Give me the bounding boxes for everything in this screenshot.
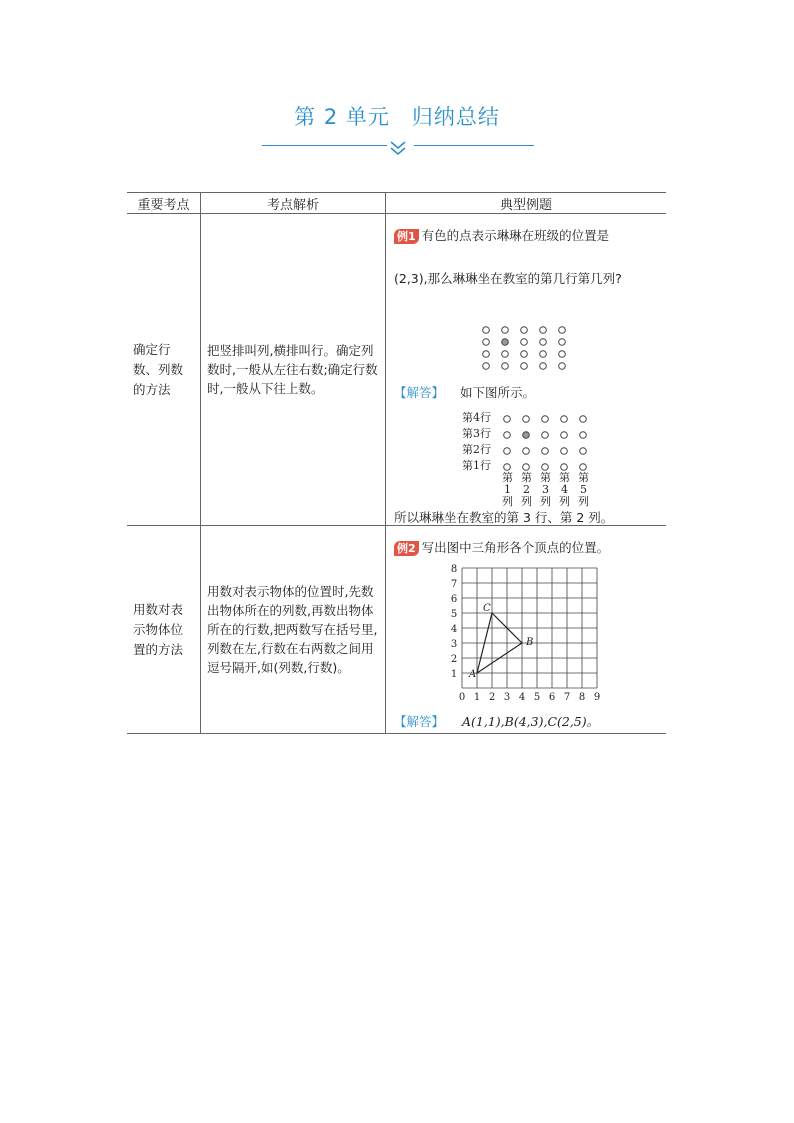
row-labels [462, 410, 491, 474]
y-tick-label: 5 [450, 609, 458, 620]
conclusion-text: 所以琳琳坐在教室的第 3 行、第 2 列。 [394, 510, 614, 525]
row-label: 第1行 [462, 459, 491, 472]
answer-tag: 【解答】 [394, 714, 445, 729]
example-cell [386, 526, 667, 734]
example-badge: 例2 [394, 541, 419, 556]
table-row [127, 214, 666, 526]
summary-table [127, 192, 666, 734]
y-tick-label: 6 [450, 594, 458, 605]
x-tick-label: 8 [578, 692, 586, 703]
row-label: 第4行 [462, 411, 491, 424]
vertex-label: C [483, 603, 491, 614]
vertex-label: B [526, 637, 534, 648]
row-label: 第2行 [462, 443, 491, 456]
topic-cell: 确定行数、列数的方法 [127, 214, 201, 526]
title-underline-right [414, 145, 534, 146]
column-labels [498, 472, 593, 508]
answer-tag: 【解答】 [394, 385, 445, 400]
x-tick-label: 5 [533, 692, 541, 703]
header-analysis: 考点解析 [201, 193, 386, 214]
vertex-label: A [469, 669, 477, 680]
column-label: 第 1 列 [502, 471, 513, 508]
example-question-line2: (2,3),那么琳琳坐在教室的第几行第几列? [394, 271, 622, 286]
column-label: 第 4 列 [559, 471, 570, 508]
column-label: 第 3 列 [540, 471, 551, 508]
example-question-line1 [394, 226, 609, 246]
y-tick-label: 1 [450, 669, 458, 680]
title-underline-left [262, 145, 387, 146]
x-tick-label: 7 [563, 692, 571, 703]
x-tick-label: 1 [473, 692, 481, 703]
example-badge: 例1 [394, 229, 419, 244]
answer-text: 如下图所示。 [460, 385, 536, 400]
topic-cell: 用数对表示物体位置的方法 [127, 526, 201, 734]
analysis-cell: 用数对表示物体的位置时,先数出物体所在的列数,再数出物体所在的行数,把两数写在括号里,列数在左,行数在右两数之间用逗号隔开,如(列数,行数)。 [201, 526, 386, 734]
table-header-row [127, 193, 666, 214]
y-tick-label: 2 [450, 654, 458, 665]
x-tick-label: 3 [503, 692, 511, 703]
answer-line [394, 383, 535, 403]
question-text: 写出图中三角形各个顶点的位置。 [421, 540, 610, 555]
page-title [0, 101, 794, 131]
y-tick-label: 3 [450, 639, 458, 650]
column-label: 第 2 列 [521, 471, 532, 508]
x-tick-label: 9 [593, 692, 601, 703]
chevron-down-icon [388, 138, 408, 158]
x-tick-label: 0 [458, 692, 466, 703]
table-row [127, 526, 666, 734]
y-tick-label: 4 [450, 624, 458, 635]
seat-dot-grid [480, 325, 570, 371]
example-cell [386, 214, 667, 526]
column-label: 第 5 列 [578, 471, 589, 508]
x-tick-label: 2 [488, 692, 496, 703]
y-tick-label: 8 [450, 564, 458, 575]
row-label: 第3行 [462, 427, 491, 440]
x-tick-label: 6 [548, 692, 556, 703]
analysis-cell: 把竖排叫列,横排叫行。确定列数时,一般从左往右数;确定行数时,一般从下往上数。 [201, 214, 386, 526]
answer-line [394, 712, 599, 732]
y-tick-label: 7 [450, 579, 458, 590]
x-tick-label: 4 [518, 692, 526, 703]
labeled-seat-grid [500, 412, 590, 474]
header-topic: 重要考点 [127, 193, 201, 214]
answer-text: A(1,1),B(4,3),C(2,5)。 [462, 714, 600, 729]
unit-label: 第 2 单元 [294, 105, 390, 129]
section-name: 归纳总结 [411, 105, 500, 129]
question-text: 有色的点表示琳琳在班级的位置是 [421, 228, 610, 243]
coordinate-grid [448, 564, 608, 710]
example-question [394, 538, 609, 558]
header-example: 典型例题 [386, 193, 667, 214]
